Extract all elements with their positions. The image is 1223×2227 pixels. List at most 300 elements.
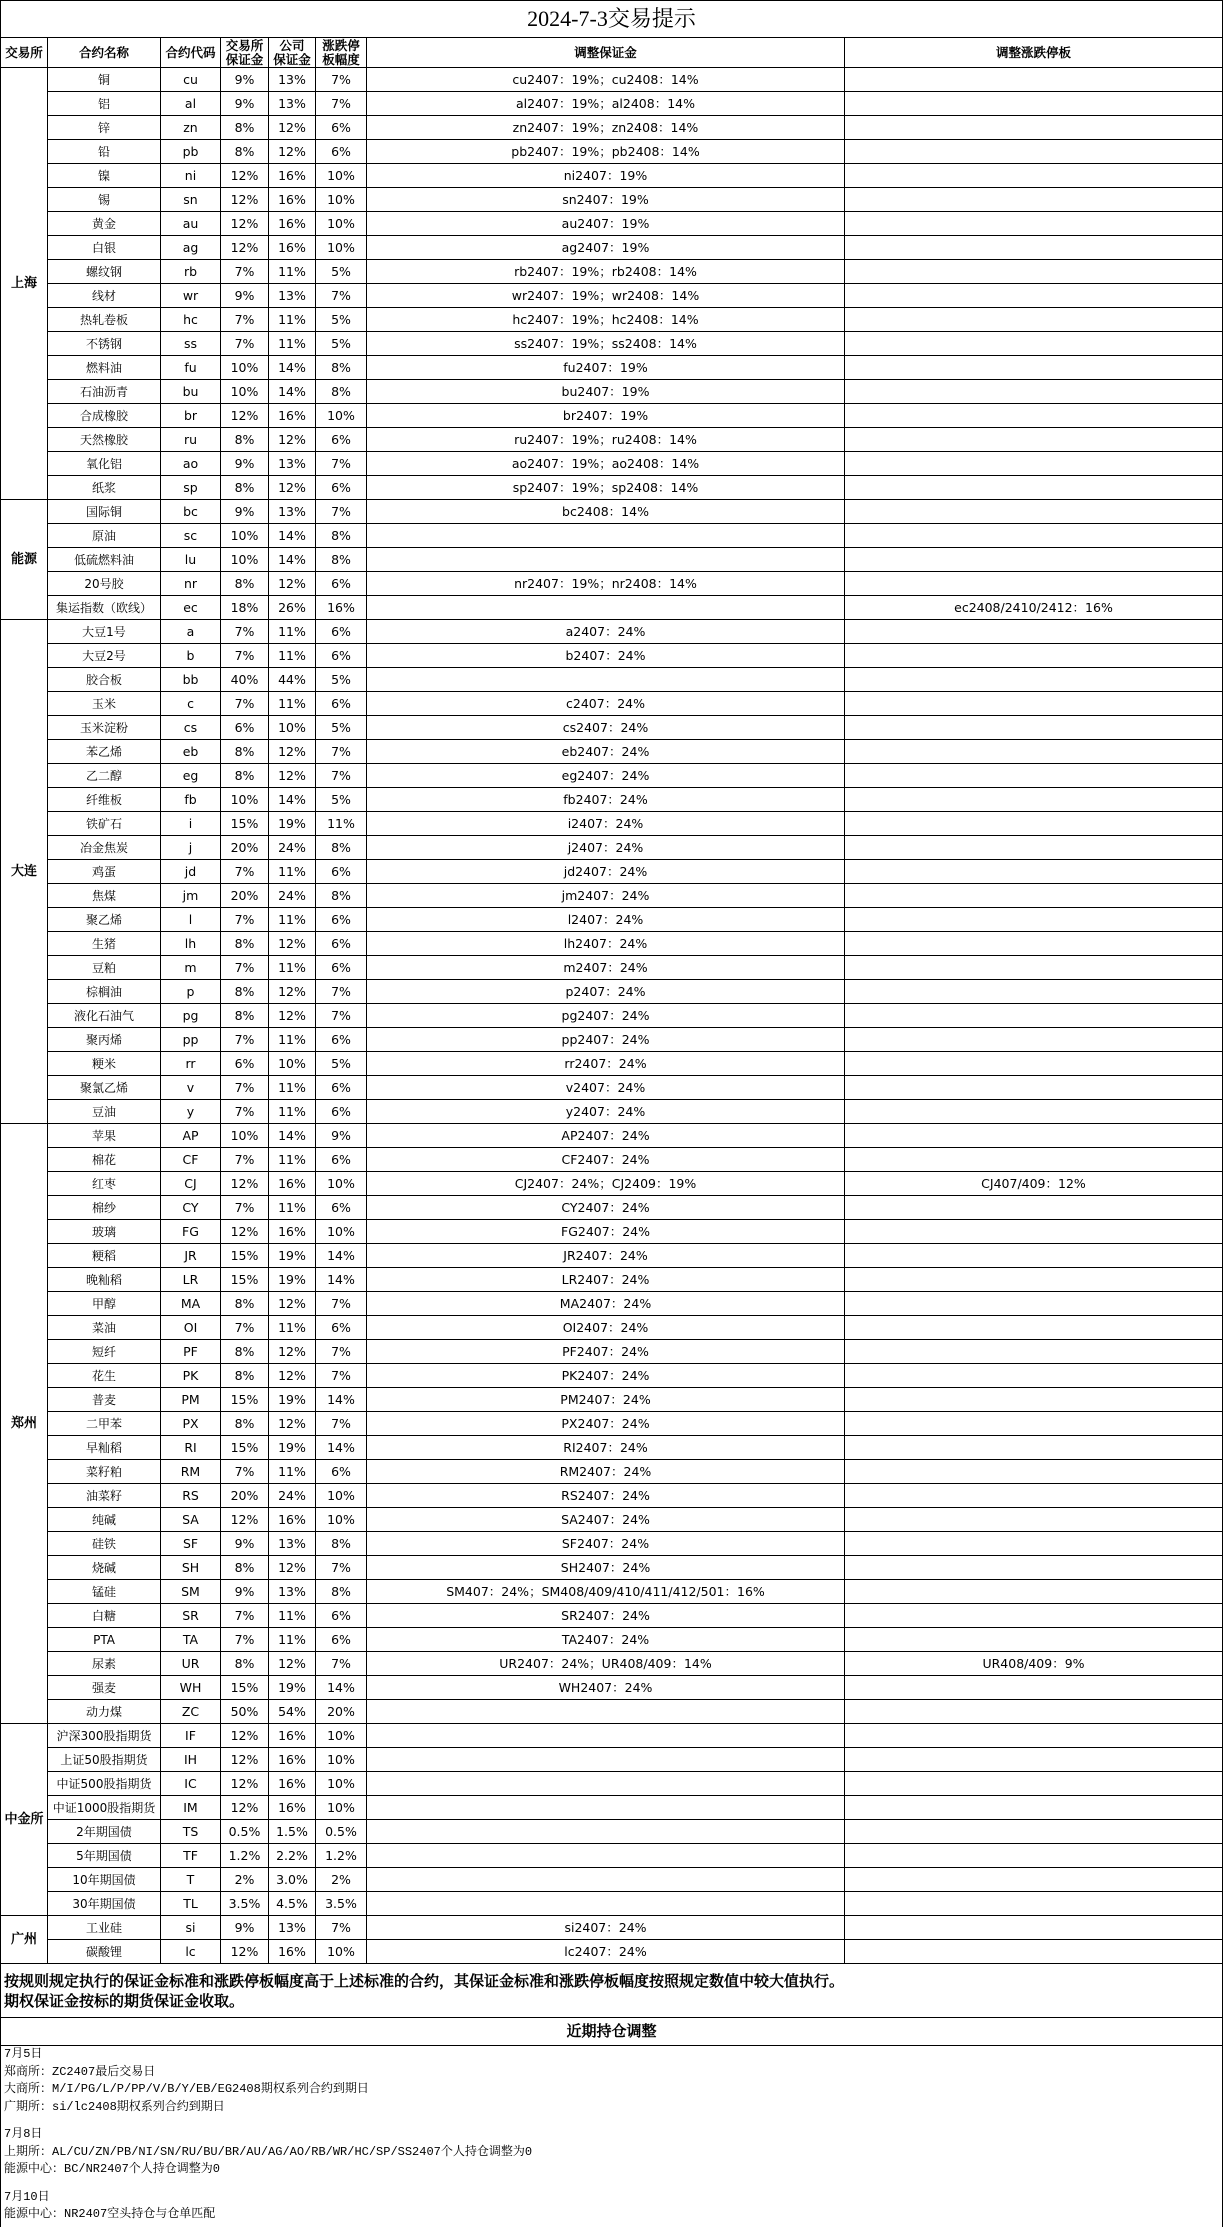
exchange-margin-cell: 8%: [221, 1556, 269, 1580]
adjusted-limit-cell: [845, 1532, 1223, 1556]
exchange-margin-cell: 8%: [221, 980, 269, 1004]
contract-code-cell: ag: [161, 236, 221, 260]
contract-code-cell: lc: [161, 1940, 221, 1964]
adjusted-margin-cell: CY2407：24%: [367, 1196, 845, 1220]
contract-code-cell: br: [161, 404, 221, 428]
adjusted-limit-cell: [845, 1724, 1223, 1748]
adjusted-limit-cell: [845, 1052, 1223, 1076]
company-margin-cell: 11%: [269, 956, 316, 980]
contract-name-cell: 锰硅: [48, 1580, 161, 1604]
price-limit-cell: 14%: [316, 1676, 367, 1700]
company-margin-cell: 13%: [269, 1916, 316, 1940]
price-limit-cell: 10%: [316, 404, 367, 428]
adjusted-margin-cell: SH2407：24%: [367, 1556, 845, 1580]
company-margin-cell: 11%: [269, 644, 316, 668]
price-limit-cell: 8%: [316, 1580, 367, 1604]
price-limit-cell: 8%: [316, 548, 367, 572]
column-header-label: 合约名称: [78, 44, 129, 60]
price-limit-cell: 7%: [316, 1916, 367, 1940]
adjusted-margin-cell: ss2407：19%；ss2408：14%: [367, 332, 845, 356]
contract-code-cell: UR: [161, 1652, 221, 1676]
company-margin-cell: 24%: [269, 836, 316, 860]
adjusted-limit-cell: [845, 788, 1223, 812]
company-margin-cell: 12%: [269, 1364, 316, 1388]
contract-code-cell: rr: [161, 1052, 221, 1076]
adjusted-limit-cell: [845, 548, 1223, 572]
exchange-margin-cell: 8%: [221, 932, 269, 956]
adjusted-margin-cell: br2407：19%: [367, 404, 845, 428]
adjusted-limit-cell: [845, 188, 1223, 212]
column-header-contract-name: [48, 38, 161, 68]
price-limit-cell: 10%: [316, 188, 367, 212]
company-margin-cell: 19%: [269, 1388, 316, 1412]
column-header-label: 调整涨跌停板: [995, 44, 1071, 60]
contract-name-cell: 30年期国债: [48, 1892, 161, 1916]
exchange-margin-cell: 12%: [221, 1220, 269, 1244]
adjusted-margin-cell: MA2407：24%: [367, 1292, 845, 1316]
company-margin-cell: 11%: [269, 308, 316, 332]
contract-code-cell: bu: [161, 380, 221, 404]
contract-name-cell: 燃料油: [48, 356, 161, 380]
contract-name-cell: 锌: [48, 116, 161, 140]
adjusted-limit-cell: [845, 1292, 1223, 1316]
contract-code-cell: RM: [161, 1460, 221, 1484]
exchange-margin-cell: 12%: [221, 1772, 269, 1796]
company-margin-cell: 44%: [269, 668, 316, 692]
company-margin-cell: 11%: [269, 1628, 316, 1652]
adjusted-margin-cell: cs2407：24%: [367, 716, 845, 740]
adjust-line: 大商所：M/I/PG/L/P/PP/V/B/Y/EB/EG2408期权系列合约到期日: [4, 2082, 369, 2096]
contract-name-cell: 大豆2号: [48, 644, 161, 668]
contract-code-cell: SH: [161, 1556, 221, 1580]
exchange-margin-cell: 7%: [221, 692, 269, 716]
adjusted-margin-cell: [367, 596, 845, 620]
company-margin-cell: 16%: [269, 1220, 316, 1244]
contract-name-cell: 棉纱: [48, 1196, 161, 1220]
adjusted-limit-cell: [845, 1748, 1223, 1772]
contract-code-cell: m: [161, 956, 221, 980]
contract-name-cell: 棉花: [48, 1148, 161, 1172]
contract-name-cell: 焦煤: [48, 884, 161, 908]
contract-name-cell: 线材: [48, 284, 161, 308]
contract-code-cell: SA: [161, 1508, 221, 1532]
exchange-margin-cell: 8%: [221, 1364, 269, 1388]
contract-code-cell: SR: [161, 1604, 221, 1628]
exchange-cell: 中金所: [1, 1724, 48, 1916]
contract-name-cell: 晚籼稻: [48, 1268, 161, 1292]
contract-name-cell: 10年期国债: [48, 1868, 161, 1892]
exchange-margin-cell: 10%: [221, 356, 269, 380]
column-header-exchange: [1, 38, 48, 68]
contract-name-cell: 碳酸锂: [48, 1940, 161, 1964]
contract-code-cell: MA: [161, 1292, 221, 1316]
exchange-margin-cell: 7%: [221, 908, 269, 932]
exchange-margin-cell: 6%: [221, 1052, 269, 1076]
adjusted-limit-cell: [845, 428, 1223, 452]
exchange-margin-cell: 15%: [221, 1244, 269, 1268]
contract-name-cell: 原油: [48, 524, 161, 548]
contract-code-cell: si: [161, 1916, 221, 1940]
price-limit-cell: 8%: [316, 524, 367, 548]
margin-rule-notes: [1, 1964, 1223, 2018]
company-margin-cell: 13%: [269, 68, 316, 92]
contract-name-cell: 镍: [48, 164, 161, 188]
adjust-date: 7月5日: [4, 2047, 43, 2061]
adjusted-limit-cell: [845, 164, 1223, 188]
contract-name-cell: 烧碱: [48, 1556, 161, 1580]
exchange-margin-cell: 12%: [221, 404, 269, 428]
price-limit-cell: 7%: [316, 1412, 367, 1436]
exchange-margin-cell: 8%: [221, 740, 269, 764]
price-limit-cell: 7%: [316, 1292, 367, 1316]
adjusted-margin-cell: UR2407：24%；UR408/409：14%: [367, 1652, 845, 1676]
adjusted-limit-cell: CJ407/409：12%: [845, 1172, 1223, 1196]
exchange-cell: 广州: [1, 1916, 48, 1964]
contract-code-cell: IM: [161, 1796, 221, 1820]
contract-code-cell: CY: [161, 1196, 221, 1220]
contract-name-cell: 尿素: [48, 1652, 161, 1676]
price-limit-cell: 6%: [316, 692, 367, 716]
adjusted-limit-cell: [845, 1316, 1223, 1340]
exchange-margin-cell: 7%: [221, 1628, 269, 1652]
contract-name-cell: 20号胶: [48, 572, 161, 596]
adjusted-margin-cell: pb2407：19%；pb2408：14%: [367, 140, 845, 164]
adjusted-limit-cell: [845, 836, 1223, 860]
price-limit-cell: 7%: [316, 1556, 367, 1580]
price-limit-cell: 11%: [316, 812, 367, 836]
adjusted-limit-cell: [845, 1364, 1223, 1388]
company-margin-cell: 2.2%: [269, 1844, 316, 1868]
exchange-margin-cell: 50%: [221, 1700, 269, 1724]
adjusted-limit-cell: [845, 1556, 1223, 1580]
exchange-margin-cell: 7%: [221, 1196, 269, 1220]
adjusted-limit-cell: [845, 1868, 1223, 1892]
price-limit-cell: 5%: [316, 260, 367, 284]
contract-code-cell: j: [161, 836, 221, 860]
company-margin-cell: 19%: [269, 1268, 316, 1292]
contract-name-cell: 玉米: [48, 692, 161, 716]
contract-code-cell: pg: [161, 1004, 221, 1028]
price-limit-cell: 7%: [316, 68, 367, 92]
adjusted-limit-cell: [845, 1772, 1223, 1796]
contract-code-cell: ec: [161, 596, 221, 620]
adjusted-margin-cell: sn2407：19%: [367, 188, 845, 212]
adjusted-margin-cell: m2407：24%: [367, 956, 845, 980]
position-adjust-title: 近期持仓调整: [1, 2018, 1223, 2046]
adjusted-limit-cell: [845, 356, 1223, 380]
contract-name-cell: 低硫燃料油: [48, 548, 161, 572]
contract-name-cell: 上证50股指期货: [48, 1748, 161, 1772]
exchange-margin-cell: 7%: [221, 860, 269, 884]
adjusted-margin-cell: PM2407：24%: [367, 1388, 845, 1412]
exchange-margin-cell: 20%: [221, 884, 269, 908]
contract-code-cell: TS: [161, 1820, 221, 1844]
company-margin-cell: 16%: [269, 404, 316, 428]
company-margin-cell: 14%: [269, 548, 316, 572]
company-margin-cell: 10%: [269, 1052, 316, 1076]
exchange-margin-cell: 8%: [221, 476, 269, 500]
adjusted-margin-cell: [367, 1820, 845, 1844]
contract-code-cell: CF: [161, 1148, 221, 1172]
exchange-margin-cell: 7%: [221, 1028, 269, 1052]
price-limit-cell: 6%: [316, 1076, 367, 1100]
adjusted-limit-cell: [845, 1100, 1223, 1124]
adjusted-margin-cell: [367, 1700, 845, 1724]
adjusted-margin-cell: CJ2407：24%；CJ2409：19%: [367, 1172, 845, 1196]
exchange-margin-cell: 12%: [221, 188, 269, 212]
contract-code-cell: eb: [161, 740, 221, 764]
price-limit-cell: 6%: [316, 908, 367, 932]
exchange-margin-cell: 15%: [221, 1676, 269, 1700]
company-margin-cell: 13%: [269, 284, 316, 308]
exchange-margin-cell: 15%: [221, 1388, 269, 1412]
company-margin-cell: 13%: [269, 92, 316, 116]
exchange-margin-cell: 12%: [221, 1796, 269, 1820]
exchange-margin-cell: 7%: [221, 308, 269, 332]
price-limit-cell: 7%: [316, 1364, 367, 1388]
price-limit-cell: 14%: [316, 1388, 367, 1412]
contract-name-cell: 粳稻: [48, 1244, 161, 1268]
adjust-date: 7月8日: [4, 2127, 43, 2141]
contract-code-cell: ZC: [161, 1700, 221, 1724]
exchange-margin-cell: 10%: [221, 548, 269, 572]
price-limit-cell: 6%: [316, 956, 367, 980]
adjusted-limit-cell: [845, 92, 1223, 116]
column-header-label: 调整保证金: [574, 44, 637, 60]
adjusted-limit-cell: [845, 956, 1223, 980]
margin-table: [1, 1, 1223, 1964]
company-margin-cell: 19%: [269, 812, 316, 836]
price-limit-cell: 5%: [316, 332, 367, 356]
adjusted-limit-cell: [845, 1916, 1223, 1940]
price-limit-cell: 14%: [316, 1244, 367, 1268]
adjusted-margin-cell: FG2407：24%: [367, 1220, 845, 1244]
adjusted-margin-cell: RS2407：24%: [367, 1484, 845, 1508]
contract-name-cell: 二甲苯: [48, 1412, 161, 1436]
contract-code-cell: rb: [161, 260, 221, 284]
column-header-label: 交易所: [225, 38, 264, 53]
exchange-margin-cell: 8%: [221, 764, 269, 788]
contract-name-cell: 热轧卷板: [48, 308, 161, 332]
adjusted-limit-cell: [845, 1820, 1223, 1844]
adjusted-limit-cell: [845, 908, 1223, 932]
adjusted-limit-cell: [845, 764, 1223, 788]
exchange-cell: 能源: [1, 500, 48, 620]
exchange-margin-cell: 12%: [221, 1940, 269, 1964]
adjusted-margin-cell: ag2407：19%: [367, 236, 845, 260]
column-header-price-limit: [316, 38, 367, 68]
contract-name-cell: 硅铁: [48, 1532, 161, 1556]
company-margin-cell: 12%: [269, 1412, 316, 1436]
company-margin-cell: 12%: [269, 1652, 316, 1676]
company-margin-cell: 11%: [269, 1604, 316, 1628]
adjusted-margin-cell: [367, 1748, 845, 1772]
adjusted-margin-cell: AP2407：24%: [367, 1124, 845, 1148]
exchange-margin-cell: 10%: [221, 788, 269, 812]
price-limit-cell: 6%: [316, 116, 367, 140]
exchange-margin-cell: 12%: [221, 212, 269, 236]
adjusted-margin-cell: v2407：24%: [367, 1076, 845, 1100]
column-header-label: 保证金: [225, 51, 264, 67]
company-margin-cell: 14%: [269, 1124, 316, 1148]
contract-code-cell: l: [161, 908, 221, 932]
exchange-margin-cell: 15%: [221, 812, 269, 836]
adjusted-margin-cell: y2407：24%: [367, 1100, 845, 1124]
company-margin-cell: 16%: [269, 1724, 316, 1748]
contract-name-cell: 普麦: [48, 1388, 161, 1412]
company-margin-cell: 11%: [269, 908, 316, 932]
contract-name-cell: 玉米淀粉: [48, 716, 161, 740]
contract-code-cell: i: [161, 812, 221, 836]
contract-code-cell: PF: [161, 1340, 221, 1364]
adjust-group: [4, 2046, 1219, 2116]
price-limit-cell: 14%: [316, 1436, 367, 1460]
price-limit-cell: 3.5%: [316, 1892, 367, 1916]
contract-name-cell: 中证500股指期货: [48, 1772, 161, 1796]
contract-name-cell: 早籼稻: [48, 1436, 161, 1460]
contract-code-cell: jd: [161, 860, 221, 884]
adjusted-limit-cell: [845, 1604, 1223, 1628]
adjusted-margin-cell: PF2407：24%: [367, 1340, 845, 1364]
company-margin-cell: 13%: [269, 1532, 316, 1556]
contract-code-cell: lh: [161, 932, 221, 956]
company-margin-cell: 10%: [269, 716, 316, 740]
adjusted-margin-cell: LR2407：24%: [367, 1268, 845, 1292]
contract-code-cell: sn: [161, 188, 221, 212]
adjusted-limit-cell: [845, 500, 1223, 524]
company-margin-cell: 14%: [269, 356, 316, 380]
adjusted-margin-cell: pp2407：24%: [367, 1028, 845, 1052]
adjusted-margin-cell: sp2407：19%；sp2408：14%: [367, 476, 845, 500]
exchange-margin-cell: 9%: [221, 452, 269, 476]
exchange-margin-cell: 20%: [221, 1484, 269, 1508]
adjusted-margin-cell: [367, 1772, 845, 1796]
adjusted-limit-cell: [845, 236, 1223, 260]
price-limit-cell: 5%: [316, 716, 367, 740]
exchange-margin-cell: 7%: [221, 620, 269, 644]
contract-code-cell: RS: [161, 1484, 221, 1508]
company-margin-cell: 12%: [269, 932, 316, 956]
price-limit-cell: 10%: [316, 164, 367, 188]
contract-code-cell: y: [161, 1100, 221, 1124]
adjust-line: 上期所：AL/CU/ZN/PB/NI/SN/RU/BU/BR/AU/AG/AO/RB/WR/HC/SP/SS2407个人持仓调整为0: [4, 2144, 533, 2159]
adjusted-limit-cell: [845, 116, 1223, 140]
adjusted-margin-cell: SF2407：24%: [367, 1532, 845, 1556]
adjusted-margin-cell: fb2407：24%: [367, 788, 845, 812]
exchange-margin-cell: 9%: [221, 68, 269, 92]
price-limit-cell: 8%: [316, 836, 367, 860]
contract-name-cell: 乙二醇: [48, 764, 161, 788]
exchange-margin-cell: 9%: [221, 1580, 269, 1604]
company-margin-cell: 11%: [269, 620, 316, 644]
price-limit-cell: 7%: [316, 980, 367, 1004]
price-limit-cell: 5%: [316, 788, 367, 812]
page-title: 2024-7-3交易提示: [1, 1, 1223, 38]
contract-code-cell: CJ: [161, 1172, 221, 1196]
adjusted-margin-cell: [367, 1844, 845, 1868]
contract-name-cell: 菜籽粕: [48, 1460, 161, 1484]
adjusted-margin-cell: nr2407：19%；nr2408：14%: [367, 572, 845, 596]
company-margin-cell: 16%: [269, 1172, 316, 1196]
price-limit-cell: 7%: [316, 1652, 367, 1676]
adjusted-limit-cell: [845, 1436, 1223, 1460]
contract-name-cell: 花生: [48, 1364, 161, 1388]
adjusted-margin-cell: ao2407：19%；ao2408：14%: [367, 452, 845, 476]
adjusted-margin-cell: rb2407：19%；rb2408：14%: [367, 260, 845, 284]
price-limit-cell: 6%: [316, 620, 367, 644]
adjust-group: [4, 2189, 1219, 2224]
contract-code-cell: ru: [161, 428, 221, 452]
price-limit-cell: 10%: [316, 1172, 367, 1196]
price-limit-cell: 8%: [316, 884, 367, 908]
price-limit-cell: 10%: [316, 236, 367, 260]
contract-code-cell: RI: [161, 1436, 221, 1460]
adjusted-margin-cell: wr2407：19%；wr2408：14%: [367, 284, 845, 308]
price-limit-cell: 6%: [316, 1628, 367, 1652]
price-limit-cell: 6%: [316, 428, 367, 452]
column-header-adjusted-margin: [367, 38, 845, 68]
company-margin-cell: 14%: [269, 788, 316, 812]
price-limit-cell: 16%: [316, 596, 367, 620]
exchange-margin-cell: 8%: [221, 1340, 269, 1364]
contract-code-cell: TF: [161, 1844, 221, 1868]
contract-name-cell: 工业硅: [48, 1916, 161, 1940]
contract-name-cell: 生猪: [48, 932, 161, 956]
column-header-label: 板幅度: [322, 51, 360, 67]
adjusted-limit-cell: [845, 572, 1223, 596]
exchange-margin-cell: 8%: [221, 1292, 269, 1316]
contract-code-cell: pp: [161, 1028, 221, 1052]
contract-code-cell: fu: [161, 356, 221, 380]
adjust-line: 广期所：si/lc2408期权系列合约到期日: [4, 2099, 225, 2114]
contract-name-cell: 短纤: [48, 1340, 161, 1364]
price-limit-cell: 7%: [316, 500, 367, 524]
contract-name-cell: PTA: [48, 1628, 161, 1652]
price-limit-cell: 7%: [316, 1340, 367, 1364]
exchange-margin-cell: 18%: [221, 596, 269, 620]
adjusted-limit-cell: [845, 980, 1223, 1004]
price-limit-cell: 0.5%: [316, 1820, 367, 1844]
adjusted-margin-cell: [367, 1796, 845, 1820]
contract-name-cell: 玻璃: [48, 1220, 161, 1244]
adjusted-limit-cell: [845, 404, 1223, 428]
company-margin-cell: 1.5%: [269, 1820, 316, 1844]
company-margin-cell: 24%: [269, 884, 316, 908]
company-margin-cell: 12%: [269, 140, 316, 164]
adjusted-limit-cell: [845, 812, 1223, 836]
company-margin-cell: 4.5%: [269, 1892, 316, 1916]
adjusted-limit-cell: [845, 740, 1223, 764]
price-limit-cell: 5%: [316, 668, 367, 692]
adjusted-limit-cell: [845, 524, 1223, 548]
contract-name-cell: 甲醇: [48, 1292, 161, 1316]
adjusted-margin-cell: rr2407：24%: [367, 1052, 845, 1076]
contract-name-cell: 菜油: [48, 1316, 161, 1340]
contract-name-cell: 集运指数（欧线）: [48, 596, 161, 620]
exchange-margin-cell: 10%: [221, 524, 269, 548]
adjusted-margin-cell: au2407：19%: [367, 212, 845, 236]
adjusted-limit-cell: [845, 1196, 1223, 1220]
contract-code-cell: wr: [161, 284, 221, 308]
contract-code-cell: sc: [161, 524, 221, 548]
exchange-margin-cell: 7%: [221, 260, 269, 284]
price-limit-cell: 6%: [316, 1460, 367, 1484]
contract-name-cell: 黄金: [48, 212, 161, 236]
adjusted-margin-cell: [367, 668, 845, 692]
position-adjust-list: [1, 2046, 1223, 2227]
price-limit-cell: 6%: [316, 1604, 367, 1628]
contract-code-cell: LR: [161, 1268, 221, 1292]
